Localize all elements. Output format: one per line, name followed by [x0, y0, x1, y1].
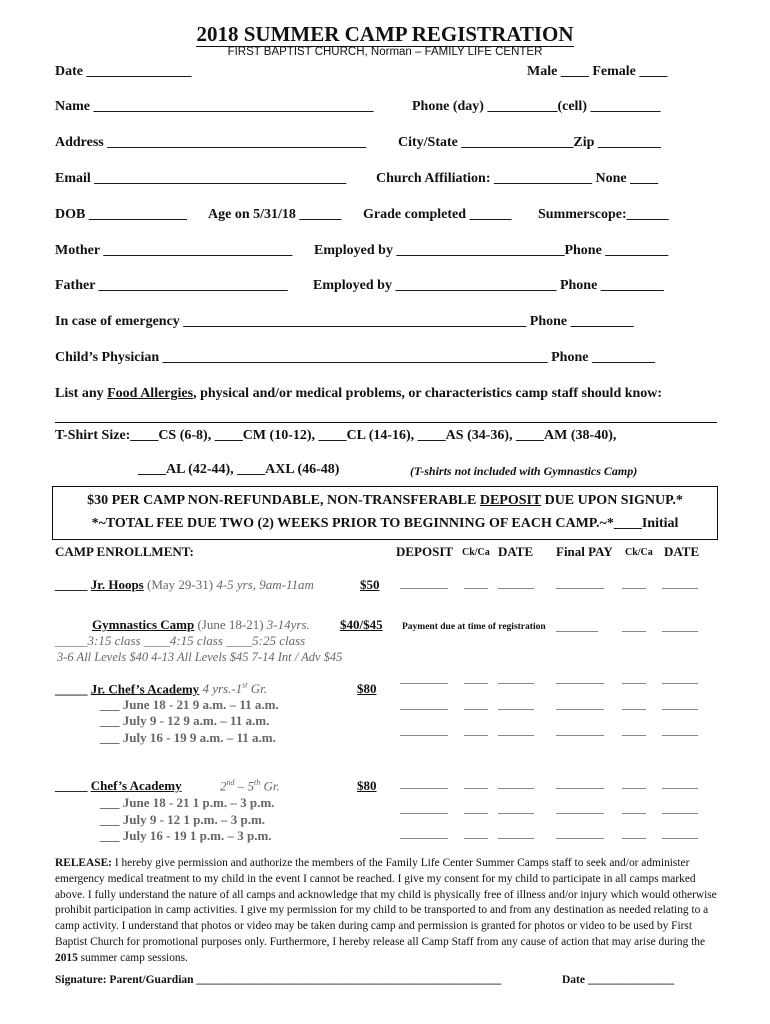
gymnastics-row[interactable]: [92, 617, 310, 633]
address-field[interactable]: Address _____________________________________: [55, 135, 367, 150]
payment-blank[interactable]: ________: [400, 776, 448, 790]
date-field[interactable]: Date _______________: [55, 64, 192, 79]
payment-blank[interactable]: ________: [400, 697, 448, 711]
payment-blank[interactable]: ______: [662, 801, 698, 815]
payment-blank[interactable]: ____: [622, 671, 646, 685]
mother-field[interactable]: Mother ___________________________: [55, 243, 293, 258]
deposit-notice-line2[interactable]: *~TOTAL FEE DUE TWO (2) WEEKS PRIOR TO BEGINNING OF EACH CAMP.~*____Initial: [91, 516, 679, 531]
gender-field[interactable]: Male ____ Female ____: [527, 64, 668, 79]
payment-blank[interactable]: ____: [464, 723, 488, 737]
gymnastics-ages: 3-14yrs.: [266, 617, 310, 632]
mother-employer-field[interactable]: Employed by ________________________Phone _________: [314, 243, 669, 258]
chefs-checkbox[interactable]: _____: [55, 778, 88, 793]
payment-blank[interactable]: ______: [498, 801, 534, 815]
phone-field[interactable]: Phone (day) __________(cell) __________: [412, 99, 661, 114]
chefs-session-1[interactable]: ___ June 18 - 21 1 p.m. – 3 p.m.: [100, 795, 275, 810]
emergency-contact-field[interactable]: In case of emergency _________________________________________________ Phone _________: [55, 314, 634, 329]
chefs-price: $80: [357, 778, 377, 793]
release-paragraph: RELEASE: I hereby give permission and authorize the members of the Family Life Center Summer Camps staff to seek and/or administer emergency medical treatment to my child in the event I cannot be reached. I give my consent for my child to participate in all camps marked above. I fully understand the nature of all camps and acknowledge that my child is physically free of illness and/or injury which would otherwise prohibit participation in camp activities. I give my permission for my child to be transported to and from any destination as needed relating to a camp activity. I understand that photos or video may be taken during camp and permission is granted for photos or video to be used by First Baptist Church for promotional purposes only. Furthermore, I hereby release all Camp Staff from any cause of action that may arise during the 2015 summer camp sessions.: [55, 857, 717, 964]
payment-blank[interactable]: ________: [400, 826, 448, 840]
payment-blank[interactable]: _______: [556, 619, 598, 633]
payment-blank[interactable]: ________: [400, 671, 448, 685]
payment-blank[interactable]: ________: [556, 723, 604, 737]
father-field[interactable]: Father ___________________________: [55, 278, 288, 293]
payment-blank[interactable]: ____: [464, 576, 488, 590]
payment-blank[interactable]: ____: [622, 776, 646, 790]
payment-blank[interactable]: ______: [498, 697, 534, 711]
jr-hoops-price: $50: [360, 577, 380, 592]
signature-field[interactable]: Signature: Parent/Guardian _____________________________________________________: [55, 974, 502, 986]
col-ckca-1: Ck/Ca: [462, 547, 490, 558]
form-subtitle: FIRST BAPTIST CHURCH, Norman – FAMILY LIFE CENTER: [227, 46, 543, 58]
payment-blank[interactable]: ____: [464, 697, 488, 711]
city-state-zip-field[interactable]: City/State ________________Zip _________: [398, 135, 661, 150]
tshirt-sizes-row1[interactable]: T-Shirt Size:____CS (6-8), ____CM (10-12), ____CL (14-16), ____AS (34-36), ____AM (38-40),: [55, 428, 617, 443]
payment-blank[interactable]: ________: [400, 723, 448, 737]
payment-blank[interactable]: ______: [498, 576, 534, 590]
col-ckca-2: Ck/Ca: [625, 547, 653, 558]
email-field[interactable]: Email ____________________________________: [55, 171, 347, 186]
payment-blank[interactable]: ______: [498, 826, 534, 840]
gymnastics-payment-note: Payment due at time of registration: [402, 622, 546, 632]
age-field[interactable]: Age on 5/31/18 ______: [208, 207, 342, 222]
jr-hoops-name: Jr. Hoops: [90, 577, 144, 592]
col-final-pay: Final PAY: [556, 544, 613, 559]
payment-blank[interactable]: ________: [400, 576, 448, 590]
jr-chefs-ages: 4 yrs.-1st Gr.: [202, 681, 268, 697]
col-deposit: DEPOSIT: [396, 544, 454, 559]
payment-blank[interactable]: ______: [662, 671, 698, 685]
allergies-prompt: List any Food Allergies, physical and/or medical problems, or characteristics camp staff should know:: [55, 386, 663, 401]
payment-blank[interactable]: ____: [622, 801, 646, 815]
payment-blank[interactable]: ______: [662, 619, 698, 633]
jr-chefs-session-2[interactable]: ___ July 9 - 12 9 a.m. – 11 a.m.: [100, 713, 270, 728]
payment-blank[interactable]: ________: [556, 697, 604, 711]
jr-hoops-checkbox[interactable]: _____: [55, 577, 88, 592]
payment-blank[interactable]: ______: [662, 576, 698, 590]
grade-field[interactable]: Grade completed ______: [363, 207, 512, 222]
jr-chefs-price: $80: [357, 681, 377, 696]
jr-chefs-row[interactable]: [55, 681, 267, 697]
summerscope-field[interactable]: Summerscope:______: [538, 207, 669, 222]
payment-blank[interactable]: ____: [464, 671, 488, 685]
payment-blank[interactable]: ____: [622, 697, 646, 711]
payment-blank[interactable]: ________: [556, 801, 604, 815]
deposit-notice-box: [52, 486, 718, 540]
tshirt-note: (T-shirts not included with Gymnastics Camp): [410, 464, 638, 478]
jr-chefs-session-1[interactable]: ___ June 18 - 21 9 a.m. – 11 a.m.: [100, 697, 279, 712]
jr-hoops-ages: 4-5 yrs, 9am-11am: [216, 577, 314, 592]
chefs-ages: 2nd – 5th Gr.: [220, 778, 280, 794]
payment-blank[interactable]: ____: [464, 826, 488, 840]
payment-blank[interactable]: ______: [662, 697, 698, 711]
allergies-answer-line[interactable]: [55, 422, 717, 423]
physician-field[interactable]: Child’s Physician _______________________________________________________ Phone _________: [55, 350, 655, 365]
jr-chefs-name: Jr. Chef’s Academy: [90, 681, 200, 697]
payment-blank[interactable]: ________: [556, 576, 604, 590]
payment-blank[interactable]: ______: [498, 671, 534, 685]
signature-date-field[interactable]: Date _______________: [562, 974, 675, 986]
church-affiliation-field[interactable]: Church Affiliation: ______________ None ____: [376, 171, 659, 186]
chefs-row[interactable]: [55, 778, 182, 794]
form-title: 2018 SUMMER CAMP REGISTRATION: [196, 22, 574, 46]
name-field[interactable]: Name ________________________________________: [55, 99, 374, 114]
payment-blank[interactable]: ________: [556, 826, 604, 840]
payment-blank[interactable]: ______: [498, 723, 534, 737]
chefs-session-3[interactable]: ___ July 16 - 19 1 p.m. – 3 p.m.: [100, 828, 272, 843]
gymnastics-name: Gymnastics Camp: [92, 617, 195, 632]
camp-enrollment-heading: CAMP ENROLLMENT:: [55, 544, 194, 559]
gymnastics-levels: 3-6 All Levels $40 4-13 All Levels $45 7-14 Int / Adv $45: [57, 650, 343, 664]
payment-blank[interactable]: ____: [464, 776, 488, 790]
jr-hoops-row[interactable]: [55, 577, 314, 593]
jr-chefs-session-3[interactable]: ___ July 16 - 19 9 a.m. – 11 a.m.: [100, 730, 276, 745]
jr-chefs-checkbox[interactable]: _____: [55, 681, 88, 697]
father-employer-field[interactable]: Employed by _______________________ Phone _________: [313, 278, 664, 293]
col-date-2: DATE: [664, 544, 700, 559]
jr-hoops-dates: (May 29-31): [146, 577, 214, 592]
payment-blank[interactable]: ____: [622, 619, 646, 633]
payment-blank[interactable]: ________: [556, 776, 604, 790]
gymnastics-price: $40/$45: [340, 617, 383, 632]
payment-blank[interactable]: ____: [622, 723, 646, 737]
payment-blank[interactable]: ________: [556, 671, 604, 685]
deposit-notice-line1: $30 PER CAMP NON-REFUNDABLE, NON-TRANSFERABLE DEPOSIT DUE UPON SIGNUP.*: [87, 493, 683, 508]
payment-blank[interactable]: ____: [622, 576, 646, 590]
payment-blank[interactable]: ________: [400, 801, 448, 815]
payment-blank[interactable]: ______: [498, 776, 534, 790]
payment-blank[interactable]: ______: [662, 826, 698, 840]
payment-blank[interactable]: ____: [464, 801, 488, 815]
gymnastics-dates: (June 18-21): [197, 617, 264, 632]
chefs-session-2[interactable]: ___ July 9 - 12 1 p.m. – 3 p.m.: [100, 812, 266, 827]
chefs-name: Chef’s Academy: [90, 778, 182, 793]
tshirt-sizes-row2[interactable]: ____AL (42-44), ____AXL (46-48): [138, 462, 340, 477]
gymnastics-class-times[interactable]: _____3:15 class ____4:15 class ____5:25 class: [55, 633, 306, 648]
payment-blank[interactable]: ____: [622, 826, 646, 840]
dob-field[interactable]: DOB ______________: [55, 207, 187, 222]
payment-blank[interactable]: ______: [662, 723, 698, 737]
payment-blank[interactable]: ______: [662, 776, 698, 790]
col-date-1: DATE: [498, 544, 534, 559]
